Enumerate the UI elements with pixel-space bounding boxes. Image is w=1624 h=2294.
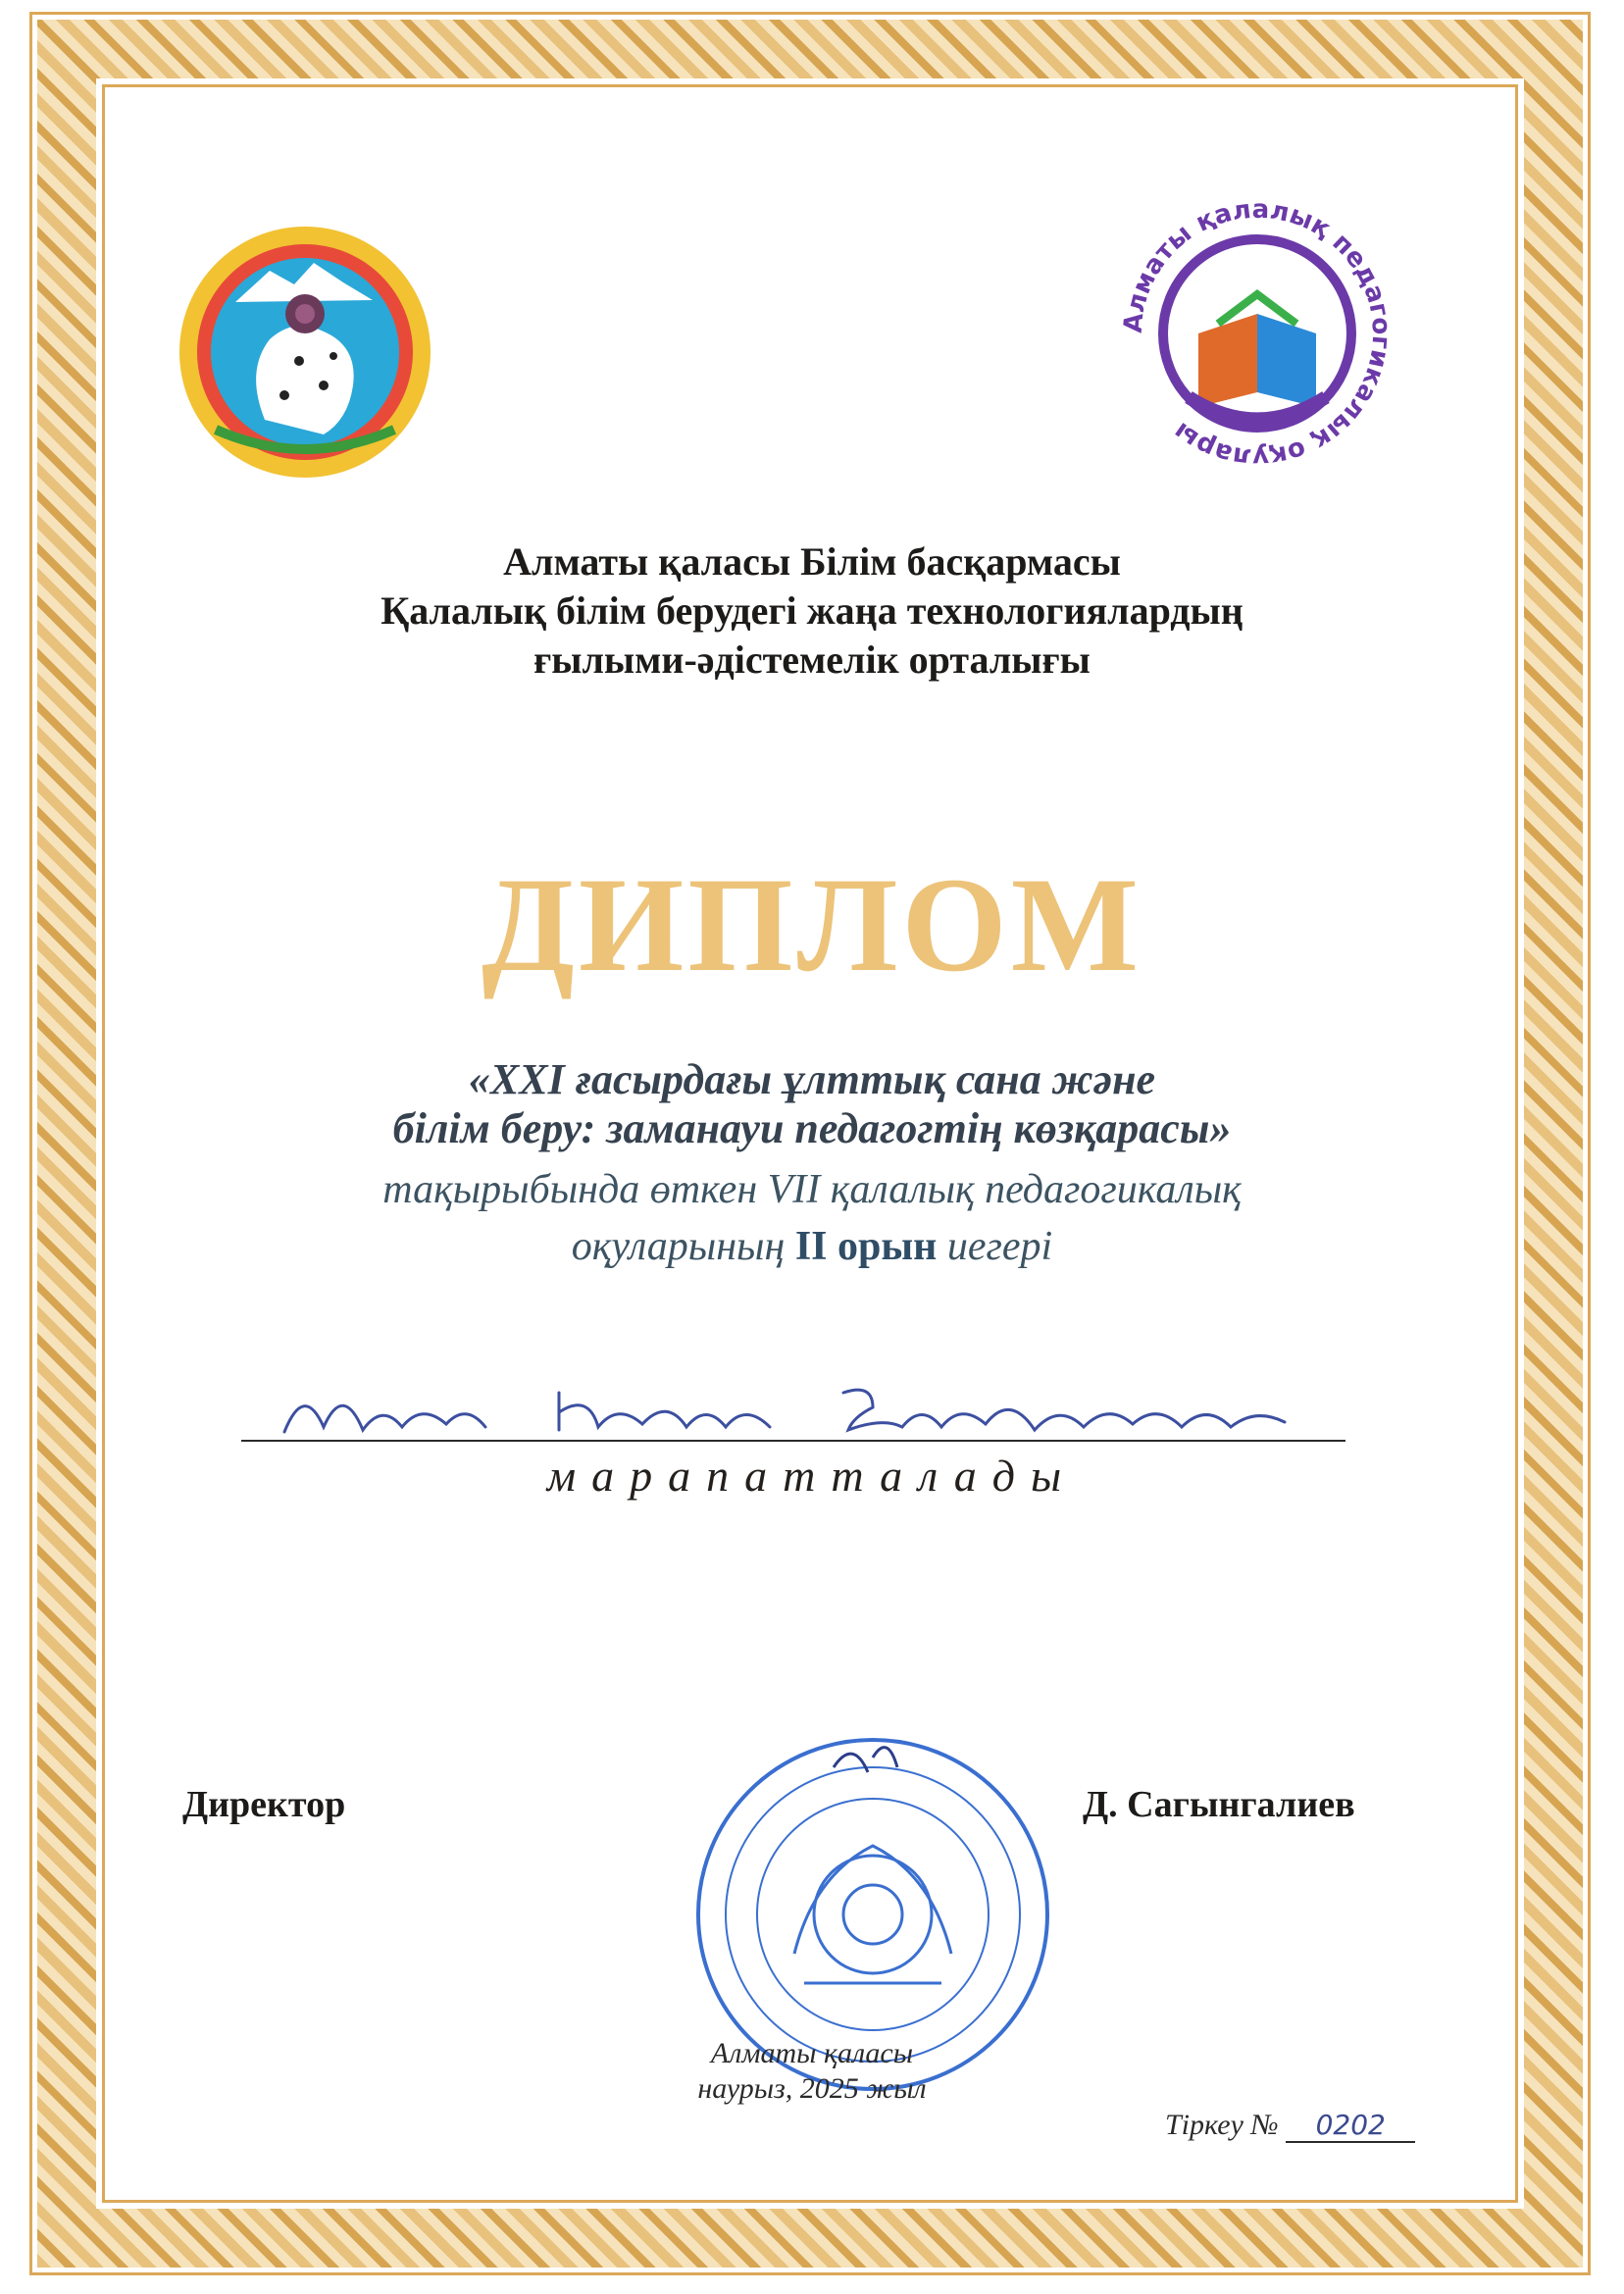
logo-ring-text: Алматы қалалық педагогикалық оқулары (1118, 194, 1396, 473)
almaty-coat-of-arms-icon (177, 224, 433, 481)
recipient-name-line (241, 1440, 1345, 1442)
handwritten-recipient-name (265, 1373, 1334, 1442)
registration-number: 0202 (1286, 2109, 1415, 2143)
desc-line-2-suffix: иегері (946, 1224, 1053, 1269)
director-name: Д. Сагынгалиев (1083, 1784, 1355, 1825)
org-line-2: Қалалық білім берудегі жаңа технологиялардың (381, 588, 1243, 633)
director-label: Директор (182, 1784, 346, 1825)
place-and-date (0, 2036, 1624, 2107)
event-description (0, 1161, 1624, 1275)
registration (1165, 2109, 1415, 2143)
theme-line-1: «XXI ғасырдағы ұлттық сана және (468, 1055, 1156, 1103)
org-line-1: Алматы қаласы Білім басқармасы (503, 539, 1121, 584)
place-awarded: II орын (794, 1224, 938, 1269)
awarded-text: марапатталады (546, 1451, 1078, 1501)
organization-header (0, 537, 1624, 685)
city: Алматы қаласы (710, 2037, 914, 2069)
pedagogical-readings-logo-icon (1110, 186, 1404, 481)
diploma-title: ДИПЛОМ (481, 849, 1143, 999)
desc-line-2 (0, 1218, 1624, 1275)
date: наурыз, 2025 жыл (697, 2072, 927, 2105)
desc-line-1: тақырыбында өткен VII қалалық педагогикалық (382, 1167, 1242, 1212)
org-line-3: ғылыми-әдістемелік орталығы (533, 637, 1091, 682)
theme-line-2: білім беру: заманауи педагогтің көзқарасы» (392, 1104, 1232, 1152)
desc-line-2-prefix: оқуларының (571, 1224, 786, 1269)
event-theme (0, 1055, 1624, 1153)
registration-label: Тіркеу № (1165, 2109, 1279, 2141)
